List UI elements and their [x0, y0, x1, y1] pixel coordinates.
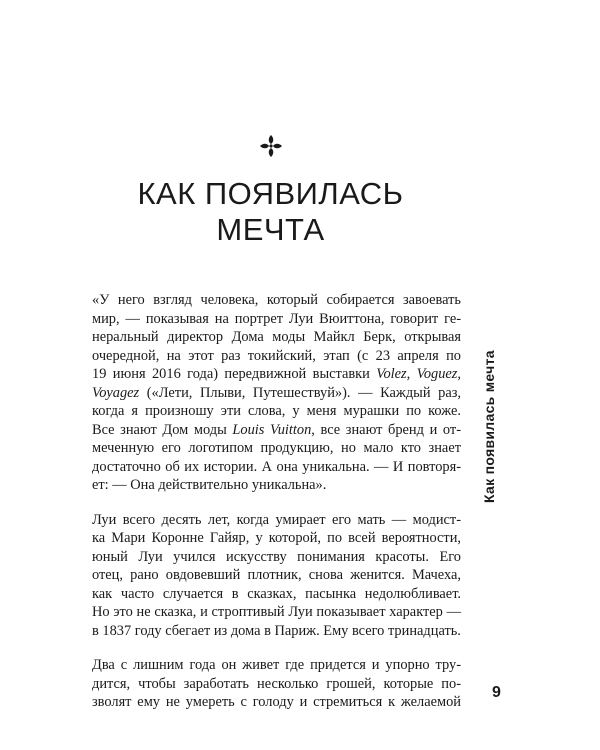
page-number: 9 — [492, 684, 501, 701]
text-line: дится, чтобы заработать несколько грошей, которые по- — [92, 675, 461, 692]
text-line: юный Луи учился искусству понимания красоты. Его — [92, 548, 461, 565]
chapter-title-line-1: КАК ПОЯВИЛАСЬ — [137, 176, 404, 211]
text-line: неральный директор Дома моды Майкл Берк, открывая — [92, 329, 461, 345]
text-line: отец, рано овдовевший плотник, снова женится. Мачеха, — [92, 567, 461, 583]
chapter-title-line-2: МЕЧТА — [216, 212, 325, 247]
paragraph-1 — [92, 291, 461, 495]
paragraph-3 — [92, 656, 461, 712]
text-line: ет: — Она действительно уникальна». — [92, 477, 327, 493]
text-line: как часто случается в сказках, пасынка недолюбливает. — [92, 585, 461, 602]
text-line: ка Мари Коронне Гайяр, у которой, по всей вероятности, — [92, 530, 461, 546]
body-text — [92, 291, 461, 728]
text-line: Voyagez («Лети, Плыви, Путешествуй»). — Каждый раз, — [92, 384, 461, 401]
text-line: в 1837 году сбегает из дома в Париж. Ему всего тринадцать. — [92, 622, 461, 639]
quatrefoil-flower-icon — [259, 134, 283, 158]
text-line: достаточно об их истории. А она уникальна. — И повторя- — [92, 458, 461, 475]
chapter-title — [0, 176, 541, 248]
text-line: зволят ему не умереть с голоду и стремиться к желаемой — [92, 694, 461, 710]
running-head: Как появилась мечта — [481, 350, 497, 503]
text-line: «У него взгляд человека, который собирается завоевать — [92, 292, 461, 308]
text-line: Луи всего десять лет, когда умирает его мать — модист- — [92, 511, 461, 528]
text-line: меченную его логотипом продукцию, но мало кто знает — [92, 440, 461, 456]
text-line: когда я произношу эти слова, у меня мурашки по коже. — [92, 403, 461, 419]
text-line: очередной, на этот раз токийский, этап (с 23 апреля по — [92, 347, 461, 364]
text-line: Но это не сказка, и строптивый Луи показывает характер — — [92, 604, 461, 620]
paragraph-2 — [92, 511, 461, 641]
text-line: Два с лишним года он живет где придется и упорно тру- — [92, 657, 461, 673]
text-line: мир, — показывая на портрет Луи Вюиттона, говорит ге- — [92, 310, 461, 327]
text-line: Все знают Дом моды Louis Vuitton, все знают бренд и от- — [92, 421, 461, 438]
text-line: 19 июня 2016 года) передвижной выставки Volez, Voguez, — [92, 366, 461, 382]
